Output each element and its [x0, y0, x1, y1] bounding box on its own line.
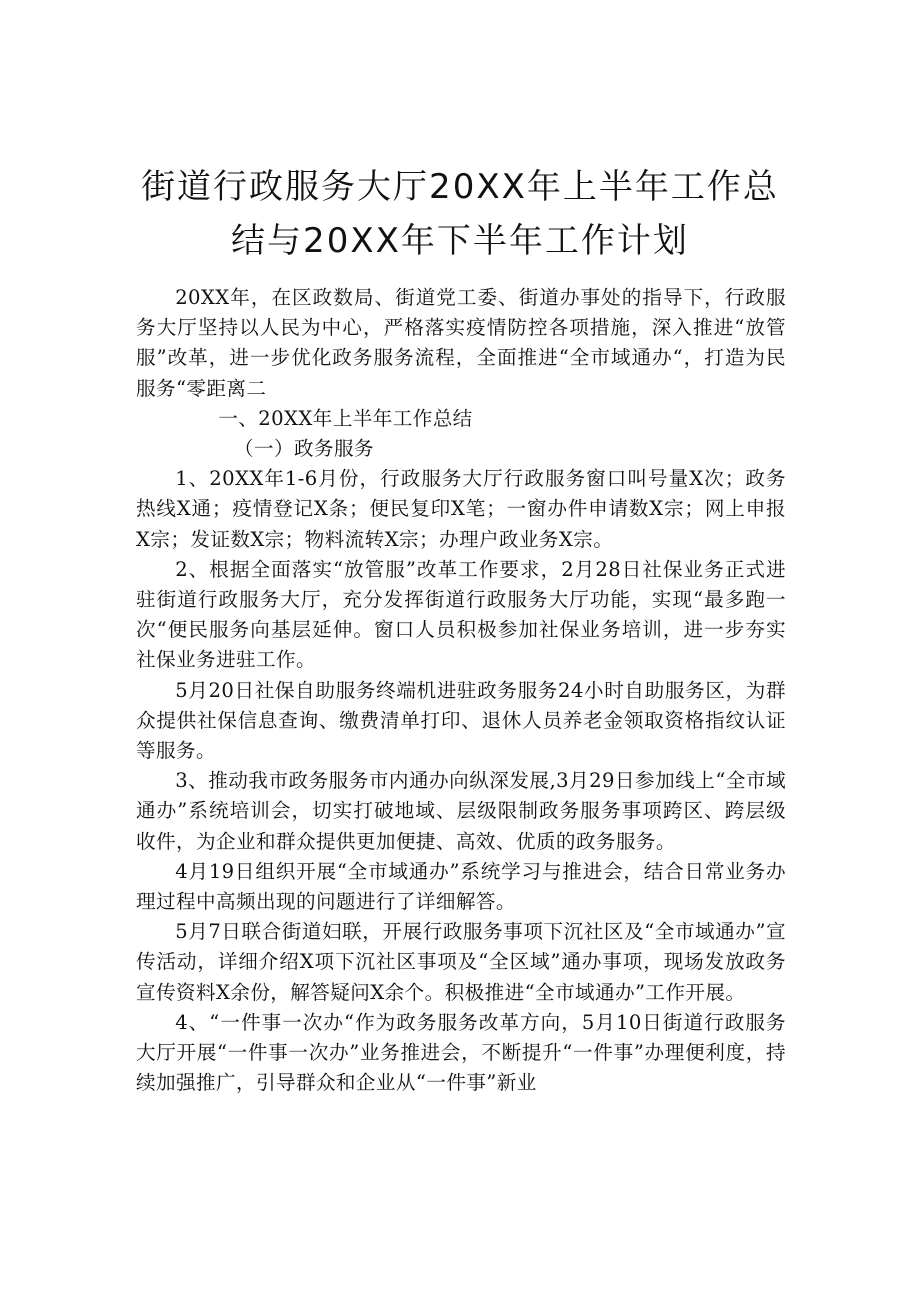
body-paragraph: 4、“一件事一次办“作为政务服务改革方向，5月10日街道行政服务大厅开展“一件事一次办”业务推进会，不断提升“一件事”办理便利度，持续加强推广，引导群众和企业从“一件事”新业	[136, 1010, 786, 1095]
subsection-heading: （一）政务服务	[234, 437, 374, 461]
body-paragraph: 3、推动我市政务服务市内通办向纵深发展,3月29日参加线上“全市域通办”系统培训会，切实打破地域、层级限制政务服务事项跨区、跨层级收件，为企业和群众提供更加便捷、高效、优质的政务服务。	[136, 769, 786, 853]
title-line-1: 街道行政服务大厅20XX年上半年工作总	[141, 167, 779, 207]
intro-paragraph: 20XX年，在区政数局、街道党工委、街道办事处的指导下，行政服务大厅坚持以人民为中心，严格落实疫情防控各项措施，深入推进“放管服”改革，进一步优化政务服务流程，全面推进“全市域通办“，打造为民服务“零距离二	[136, 286, 786, 400]
body-paragraph: 4月19日组织开展“全市域通办”系统学习与推进会，结合日常业务办理过程中高频出现的问题进行了详细解答。	[136, 859, 786, 914]
body-paragraph: 5月20日社保自助服务终端机进驻政务服务24小时自助服务区，为群众提供社保信息查询、缴费清单打印、退休人员养老金领取资格指纹认证等服务。	[136, 678, 786, 763]
title-line-2: 结与20XX年下半年工作计划	[231, 221, 689, 261]
body-paragraph: 5月7日联合街道妇联，开展行政服务事项下沉社区及“全市域通办”宣传活动，详细介绍X项下沉社区事项及“全区域”通办事项，现场发放政务宣传资料X余份，解答疑问X余个。积极推进“全市域通办”工作开展。	[136, 920, 786, 1004]
section-heading: 一、20XX年上半年工作总结	[218, 406, 473, 430]
document-title	[110, 160, 810, 268]
body-paragraph: 1、20XX年1-6月份，行政服务大厅行政服务窗口叫号量X次；政务热线X通；疫情登记X条；便民复印X笔；一窗办件申请数X宗；网上申报X宗；发证数X宗；物料流转X宗；办理户政业务X宗。	[136, 467, 786, 551]
document-body	[136, 283, 786, 1098]
body-paragraph: 2、根据全面落实“放管服”改革工作要求，2月28日社保业务正式进驻街道行政服务大厅，充分发挥街道行政服务大厅功能，实现“最多跑一次“便民服务向基层延伸。窗口人员积极参加社保业务培训，进一步夯实社保业务进驻工作。	[136, 557, 786, 672]
